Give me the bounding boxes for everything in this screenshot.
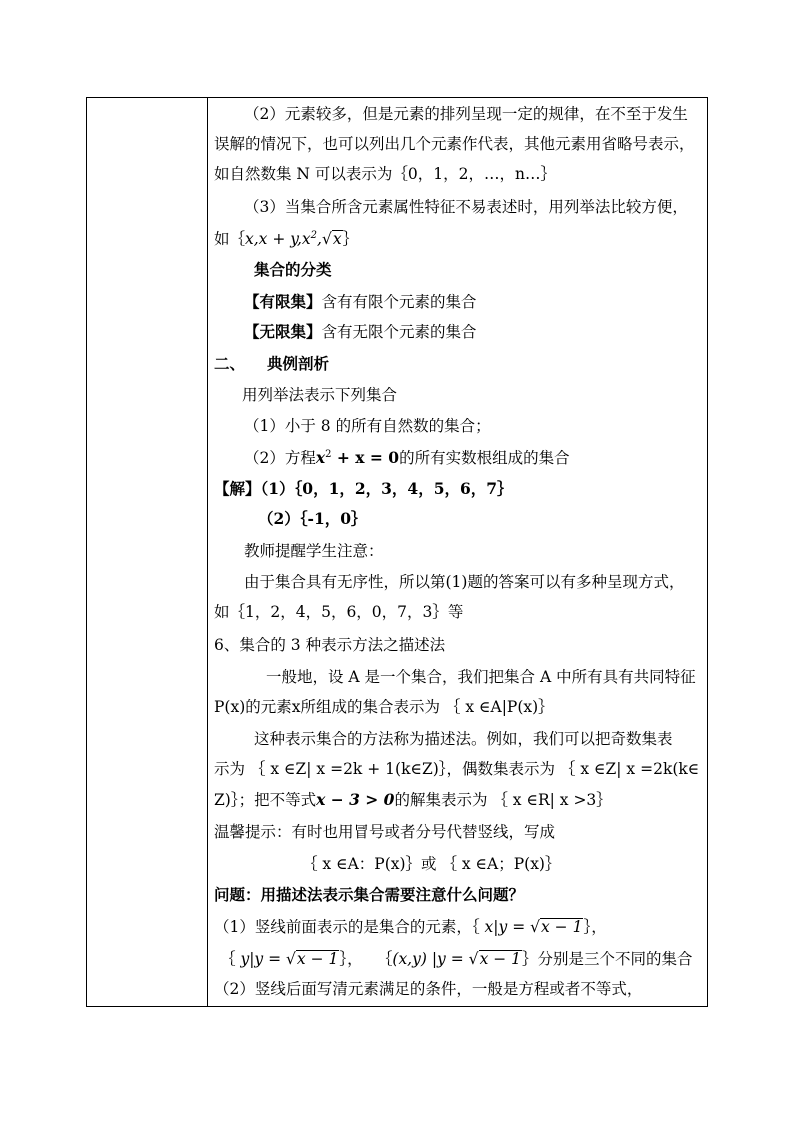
formula-line: （2）方程$x^2 + x = 0$的所有实数根组成的集合	[244, 448, 570, 467]
text-line: （2）竖线后面写清元素满足的条件，一般是方程或者不等式，	[214, 980, 643, 998]
text-line: 用列举法表示下列集合	[242, 386, 398, 404]
formula-line: ｛ y|y = √x − 1｝， ｛(x,y) |y = √x − 1｝分别是三个不同的集合	[220, 950, 693, 968]
section-heading: 6、集合的 3 种表示方法之描述法	[214, 636, 446, 654]
text-line: P(x)的元素x所组成的集合表示为 ｛ x ∈A|P(x)｝	[214, 698, 554, 716]
text-line: （1）小于 8 的所有自然数的集合；	[244, 417, 491, 435]
text-line: （2）元素较多，但是元素的排列呈现一定的规律，在不至于发生	[244, 105, 688, 123]
text-line: 如自然数集 N 可以表示为｛0，1，2，…，n…｝	[214, 165, 556, 183]
solution-line: 【解】（1）｛0，1，2，3，4，5，6，7｝	[214, 479, 513, 498]
text-line: 一般地，设 A 是一个集合，我们把集合 A 中所有具有共同特征	[266, 668, 696, 686]
lesson-table	[86, 97, 708, 1007]
math-expression: x,x + y,x	[245, 230, 311, 248]
formula-line: （1）竖线前面表示的是集合的元素，｛ x|y = √x − 1｝，	[214, 918, 607, 936]
radical-icon: √	[321, 230, 332, 248]
formula-line: 如｛x,x + $y,x^2,√x\}$	[214, 229, 359, 248]
text-line: 示为 ｛ x ∈Z| x =2k + 1(k∈Z)｝，偶数集表示为 ｛ x ∈Z| x =2k(k∈	[214, 760, 700, 778]
text-line: 【有限集】含有有限个元素的集合	[244, 292, 477, 311]
text-line: 由于集合具有无序性，所以第(1)题的答案可以有多种呈现方式，	[244, 573, 685, 591]
section-heading: 集合的分类	[254, 260, 332, 279]
text-line: 误解的情况下，也可以列出几个元素作代表，其他元素用省略号表示，	[214, 135, 695, 153]
table-right-cell	[208, 98, 707, 1006]
question-line: 问题：用描述法表示集合需要注意什么问题？	[214, 885, 525, 904]
text-line: 教师提醒学生注意：	[244, 542, 384, 560]
radical-icon: √	[468, 950, 479, 968]
formula-line: Z)｝；把不等式x − 3 > 0的解集表示为 ｛ x ∈R| x >3｝	[214, 790, 612, 809]
text-line: 【无限集】含有无限个元素的集合	[244, 322, 477, 341]
text-line: 这种表示集合的方法称为描述法。例如，我们可以把奇数集表	[254, 730, 673, 748]
text-line: ｛ x ∈A：P(x)｝或 ｛ x ∈A；P(x)｝	[302, 855, 561, 873]
text-line: 温馨提示：有时也用冒号或者分号代替竖线，写成	[214, 823, 556, 841]
radical-icon: √	[530, 918, 540, 936]
table-left-cell	[87, 98, 208, 1006]
section-heading: 二、 典例剖析	[214, 354, 330, 373]
text-line: 如｛1，2，4，5，6，0，7，3｝等	[214, 603, 464, 621]
solution-line: （2）｛-1，0｝	[258, 509, 367, 528]
radical-icon: √	[286, 950, 296, 968]
text-line: （3）当集合所含元素属性特征不易表述时，用列举法比较方便，	[244, 198, 688, 216]
